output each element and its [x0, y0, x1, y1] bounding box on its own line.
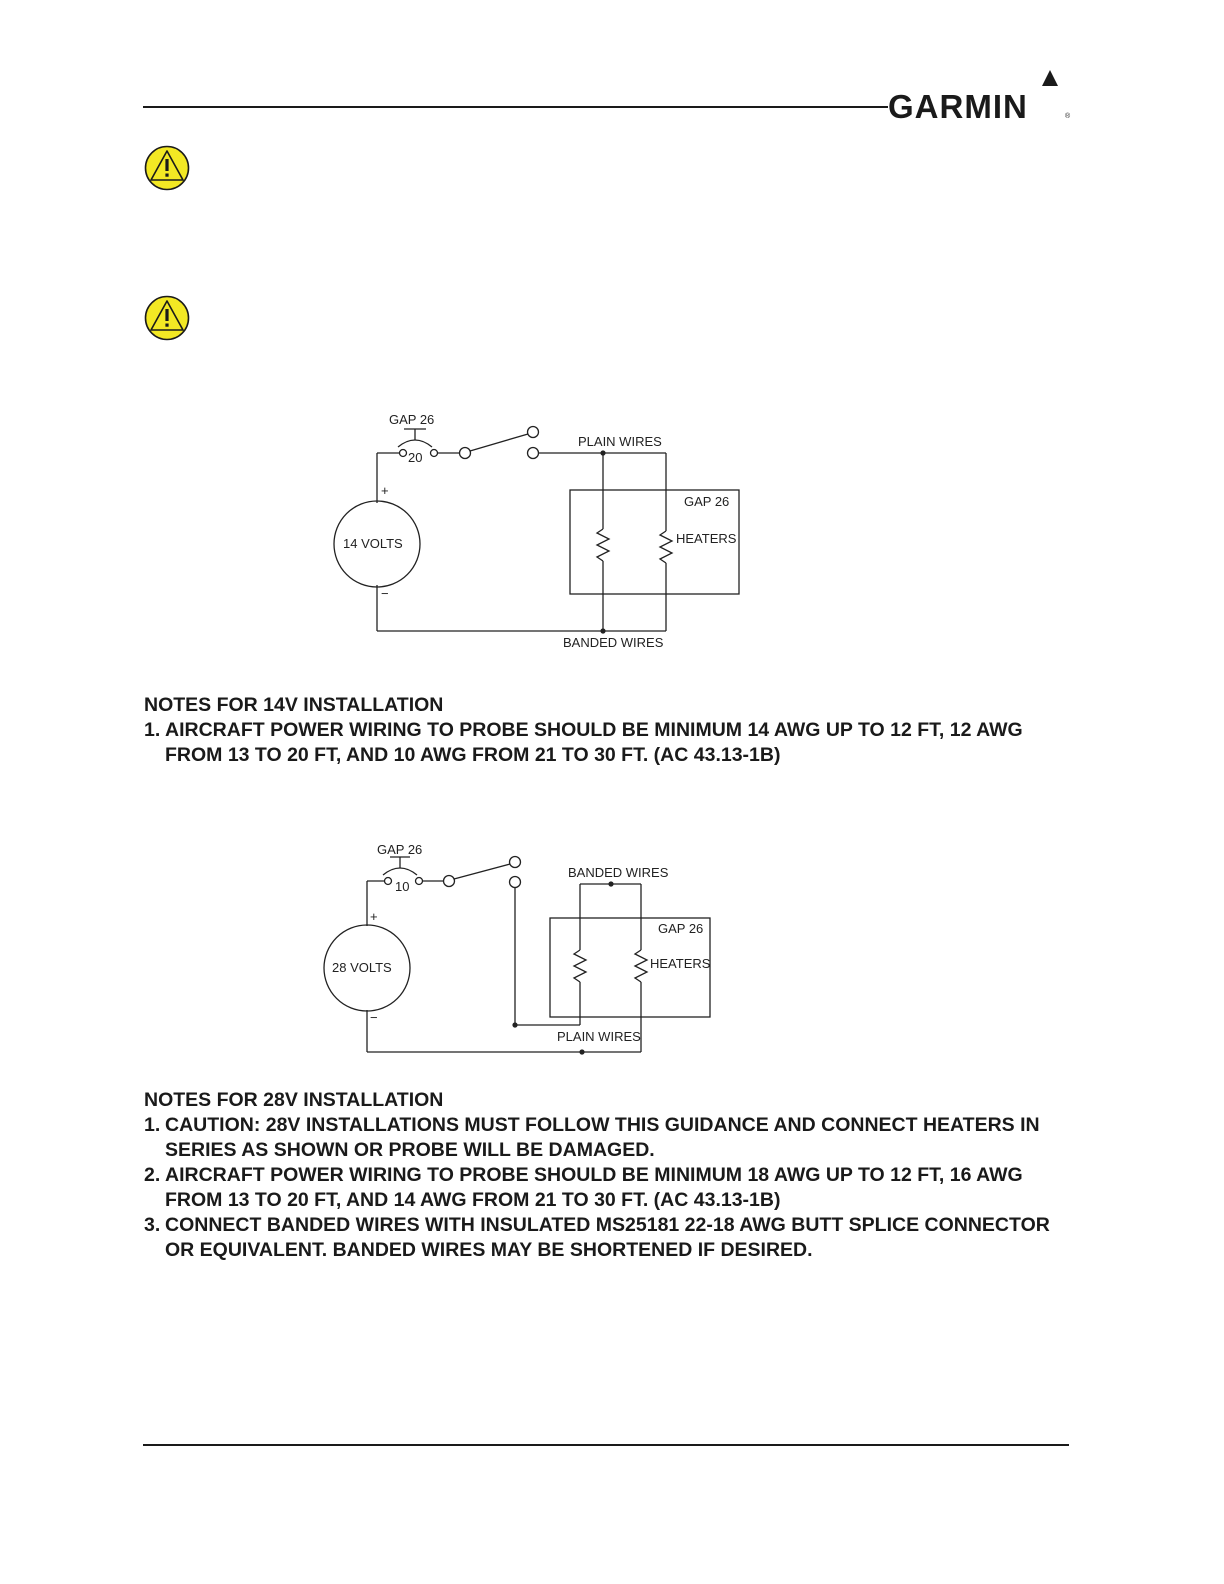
heaters-label: HEATERS	[650, 956, 711, 971]
minus-sign: −	[370, 1010, 378, 1025]
minus-sign: −	[381, 586, 389, 601]
source-label: 28 VOLTS	[332, 960, 392, 975]
box-label: GAP 26	[658, 921, 704, 936]
breaker-rating: 10	[395, 879, 410, 894]
note-number: 1.	[144, 719, 161, 741]
note-item	[144, 1113, 1084, 1163]
plain-wires-label: PLAIN WIRES	[557, 1029, 641, 1044]
note-text: CONNECT BANDED WIRES WITH INSULATED MS25181 22-18 AWG BUTT SPLICE CONNECTOR OR EQUIVALENT. BANDED WIRES MAY BE SHORTENED IF DESIRED.	[165, 1214, 1050, 1261]
logo-registered-mark: ®	[1065, 113, 1071, 120]
unit-label: GAP 26	[377, 842, 423, 857]
box-label: GAP 26	[684, 494, 730, 509]
banded-wires-label: BANDED WIRES	[568, 865, 669, 880]
note-item	[144, 718, 1084, 768]
caution-triangle-icon	[144, 145, 190, 191]
logo-text: GARMIN	[888, 88, 1028, 125]
banded-wires-label: BANDED WIRES	[563, 635, 664, 650]
note-number: 2.	[144, 1164, 161, 1186]
plus-sign: +	[381, 483, 389, 498]
wiring-diagram-14v	[320, 405, 760, 660]
plus-sign: +	[370, 909, 378, 924]
note-number: 3.	[144, 1214, 161, 1236]
notes-28v	[144, 1088, 1084, 1263]
breaker-rating: 20	[408, 450, 423, 465]
note-item	[144, 1163, 1084, 1213]
note-text: CAUTION: 28V INSTALLATIONS MUST FOLLOW THIS GUIDANCE AND CONNECT HEATERS IN SERIES AS SHOWN OR PROBE WILL BE DAMAGED.	[165, 1114, 1040, 1161]
note-item	[144, 1213, 1084, 1263]
wiring-diagram-28v	[310, 838, 730, 1073]
plain-wires-label: PLAIN WIRES	[578, 434, 662, 449]
notes-14v	[144, 693, 1084, 768]
note-number: 1.	[144, 1114, 161, 1136]
header-rule	[143, 106, 888, 108]
note-text: AIRCRAFT POWER WIRING TO PROBE SHOULD BE MINIMUM 18 AWG UP TO 12 FT, 16 AWG FROM 13 TO 20 FT, AND 14 AWG FROM 21 TO 30 FT. (AC 43.13-1B)	[165, 1164, 1023, 1211]
note-text: AIRCRAFT POWER WIRING TO PROBE SHOULD BE MINIMUM 14 AWG UP TO 12 FT, 12 AWG FROM 13 TO 20 FT, AND 10 AWG FROM 21 TO 30 FT. (AC 43.13-1B)	[165, 719, 1023, 766]
heaters-label: HEATERS	[676, 531, 737, 546]
notes-title: NOTES FOR 28V INSTALLATION	[144, 1089, 444, 1111]
unit-label: GAP 26	[389, 412, 435, 427]
source-label: 14 VOLTS	[343, 536, 403, 551]
caution-triangle-icon	[144, 295, 190, 341]
notes-title: NOTES FOR 14V INSTALLATION	[144, 694, 444, 716]
footer-rule	[143, 1444, 1069, 1446]
garmin-logo	[888, 66, 1074, 126]
